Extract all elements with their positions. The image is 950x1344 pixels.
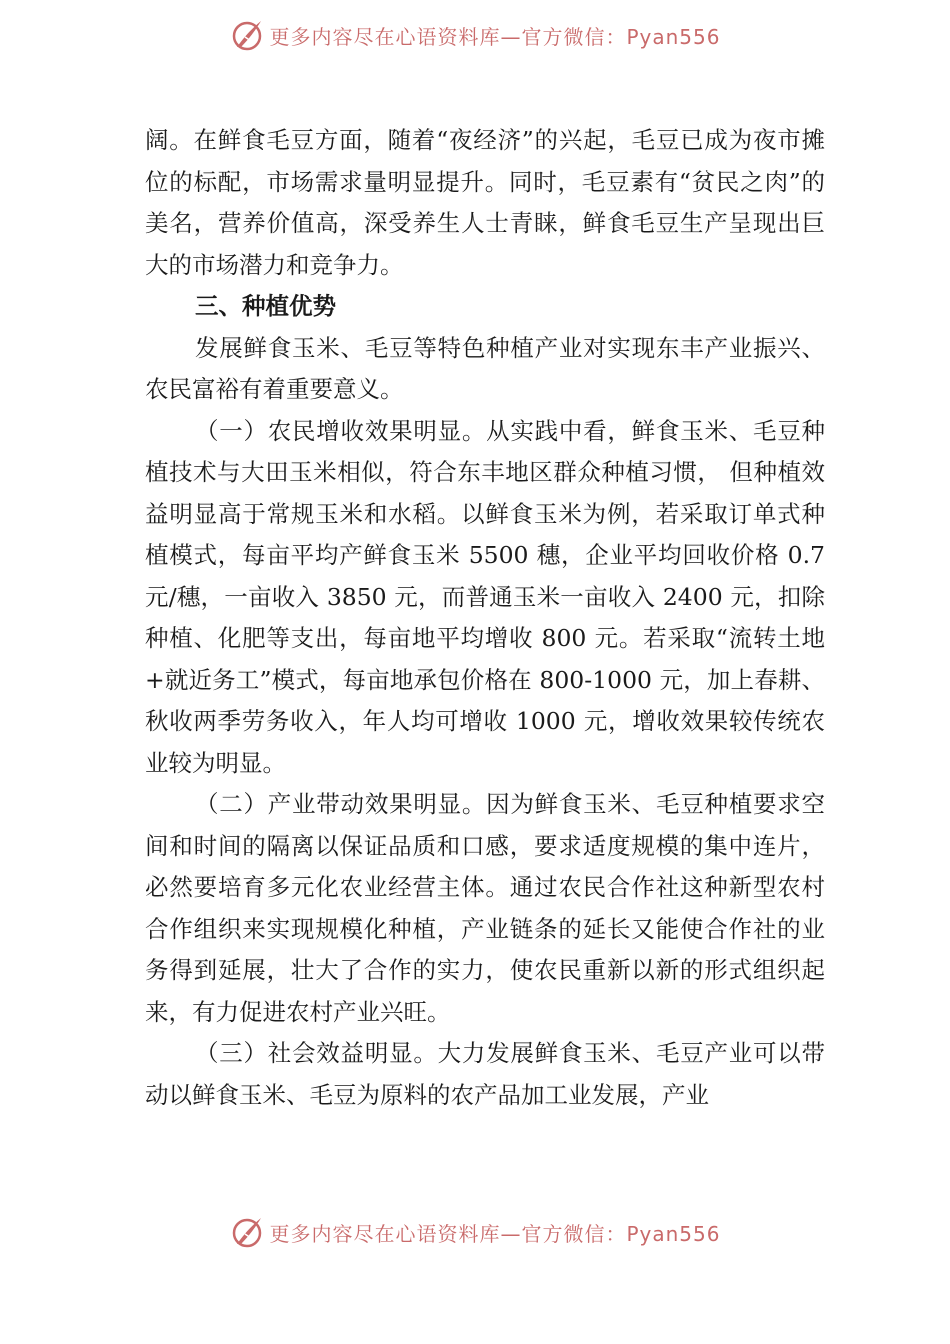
paragraph-4: （二）产业带动效果明显。因为鲜食玉米、毛豆种植要求空间和时间的隔离以保证品质和口感，要求适度规模的集中连片，必然要培育多元化农业经营主体。通过农民合作社这种新型农村合作组织来实现规模化种植，产业链条的延长又能使合作社的业务得到延展，壮大了合作的实力，使农民重新以新的形式组织起来，有力促进农村产业兴旺。 [145, 790, 825, 1026]
paragraph-5: （三）社会效益明显。大力发展鲜食玉米、毛豆产业可以带动以鲜食玉米、毛豆为原料的农产品加工业发展，产业 [145, 1039, 825, 1109]
quill-logo-icon [229, 1214, 265, 1250]
document-body [145, 120, 825, 1116]
header-banner [0, 15, 950, 55]
paragraph-3: （一）农民增收效果明显。从实践中看，鲜食玉米、毛豆种植技术与大田玉米相似，符合东丰地区群众种植习惯， 但种植效益明显高于常规玉米和水稻。以鲜食玉米为例，若采取订单式种植模式，每亩平均产鲜食玉米 5500 穗，企业平均回收价格 0.7 元/穗，一亩收入 3850 元，而普通玉米一亩收入 2400 元，扣除种植、化肥等支出，每亩地平均增收 800 元。若采取“流转土地+就近务工”模式，每亩地承包价格在 800-1000 元，加上春耕、秋收两季劳务收入，年人均可增收 1000 元，增收效果较传统农业较为明显。 [145, 416, 825, 777]
footer-banner [0, 1212, 950, 1252]
quill-logo-icon [229, 17, 265, 53]
header-banner-text: 更多内容尽在心语资料库—官方微信：Pyan556 [269, 24, 721, 49]
section-heading-3: 三、种植优势 [195, 292, 336, 320]
paragraph-1: 阔。在鲜食毛豆方面，随着“夜经济”的兴起，毛豆已成为夜市摊位的标配，市场需求量明显提升。同时，毛豆素有“贫民之肉”的美名，营养价值高，深受养生人士青睐，鲜食毛豆生产呈现出巨大的市场潜力和竞争力。 [145, 126, 825, 279]
paragraph-2: 发展鲜食玉米、毛豆等特色种植产业对实现东丰产业振兴、农民富裕有着重要意义。 [145, 333, 825, 403]
footer-banner-text: 更多内容尽在心语资料库—官方微信：Pyan556 [269, 1221, 721, 1246]
